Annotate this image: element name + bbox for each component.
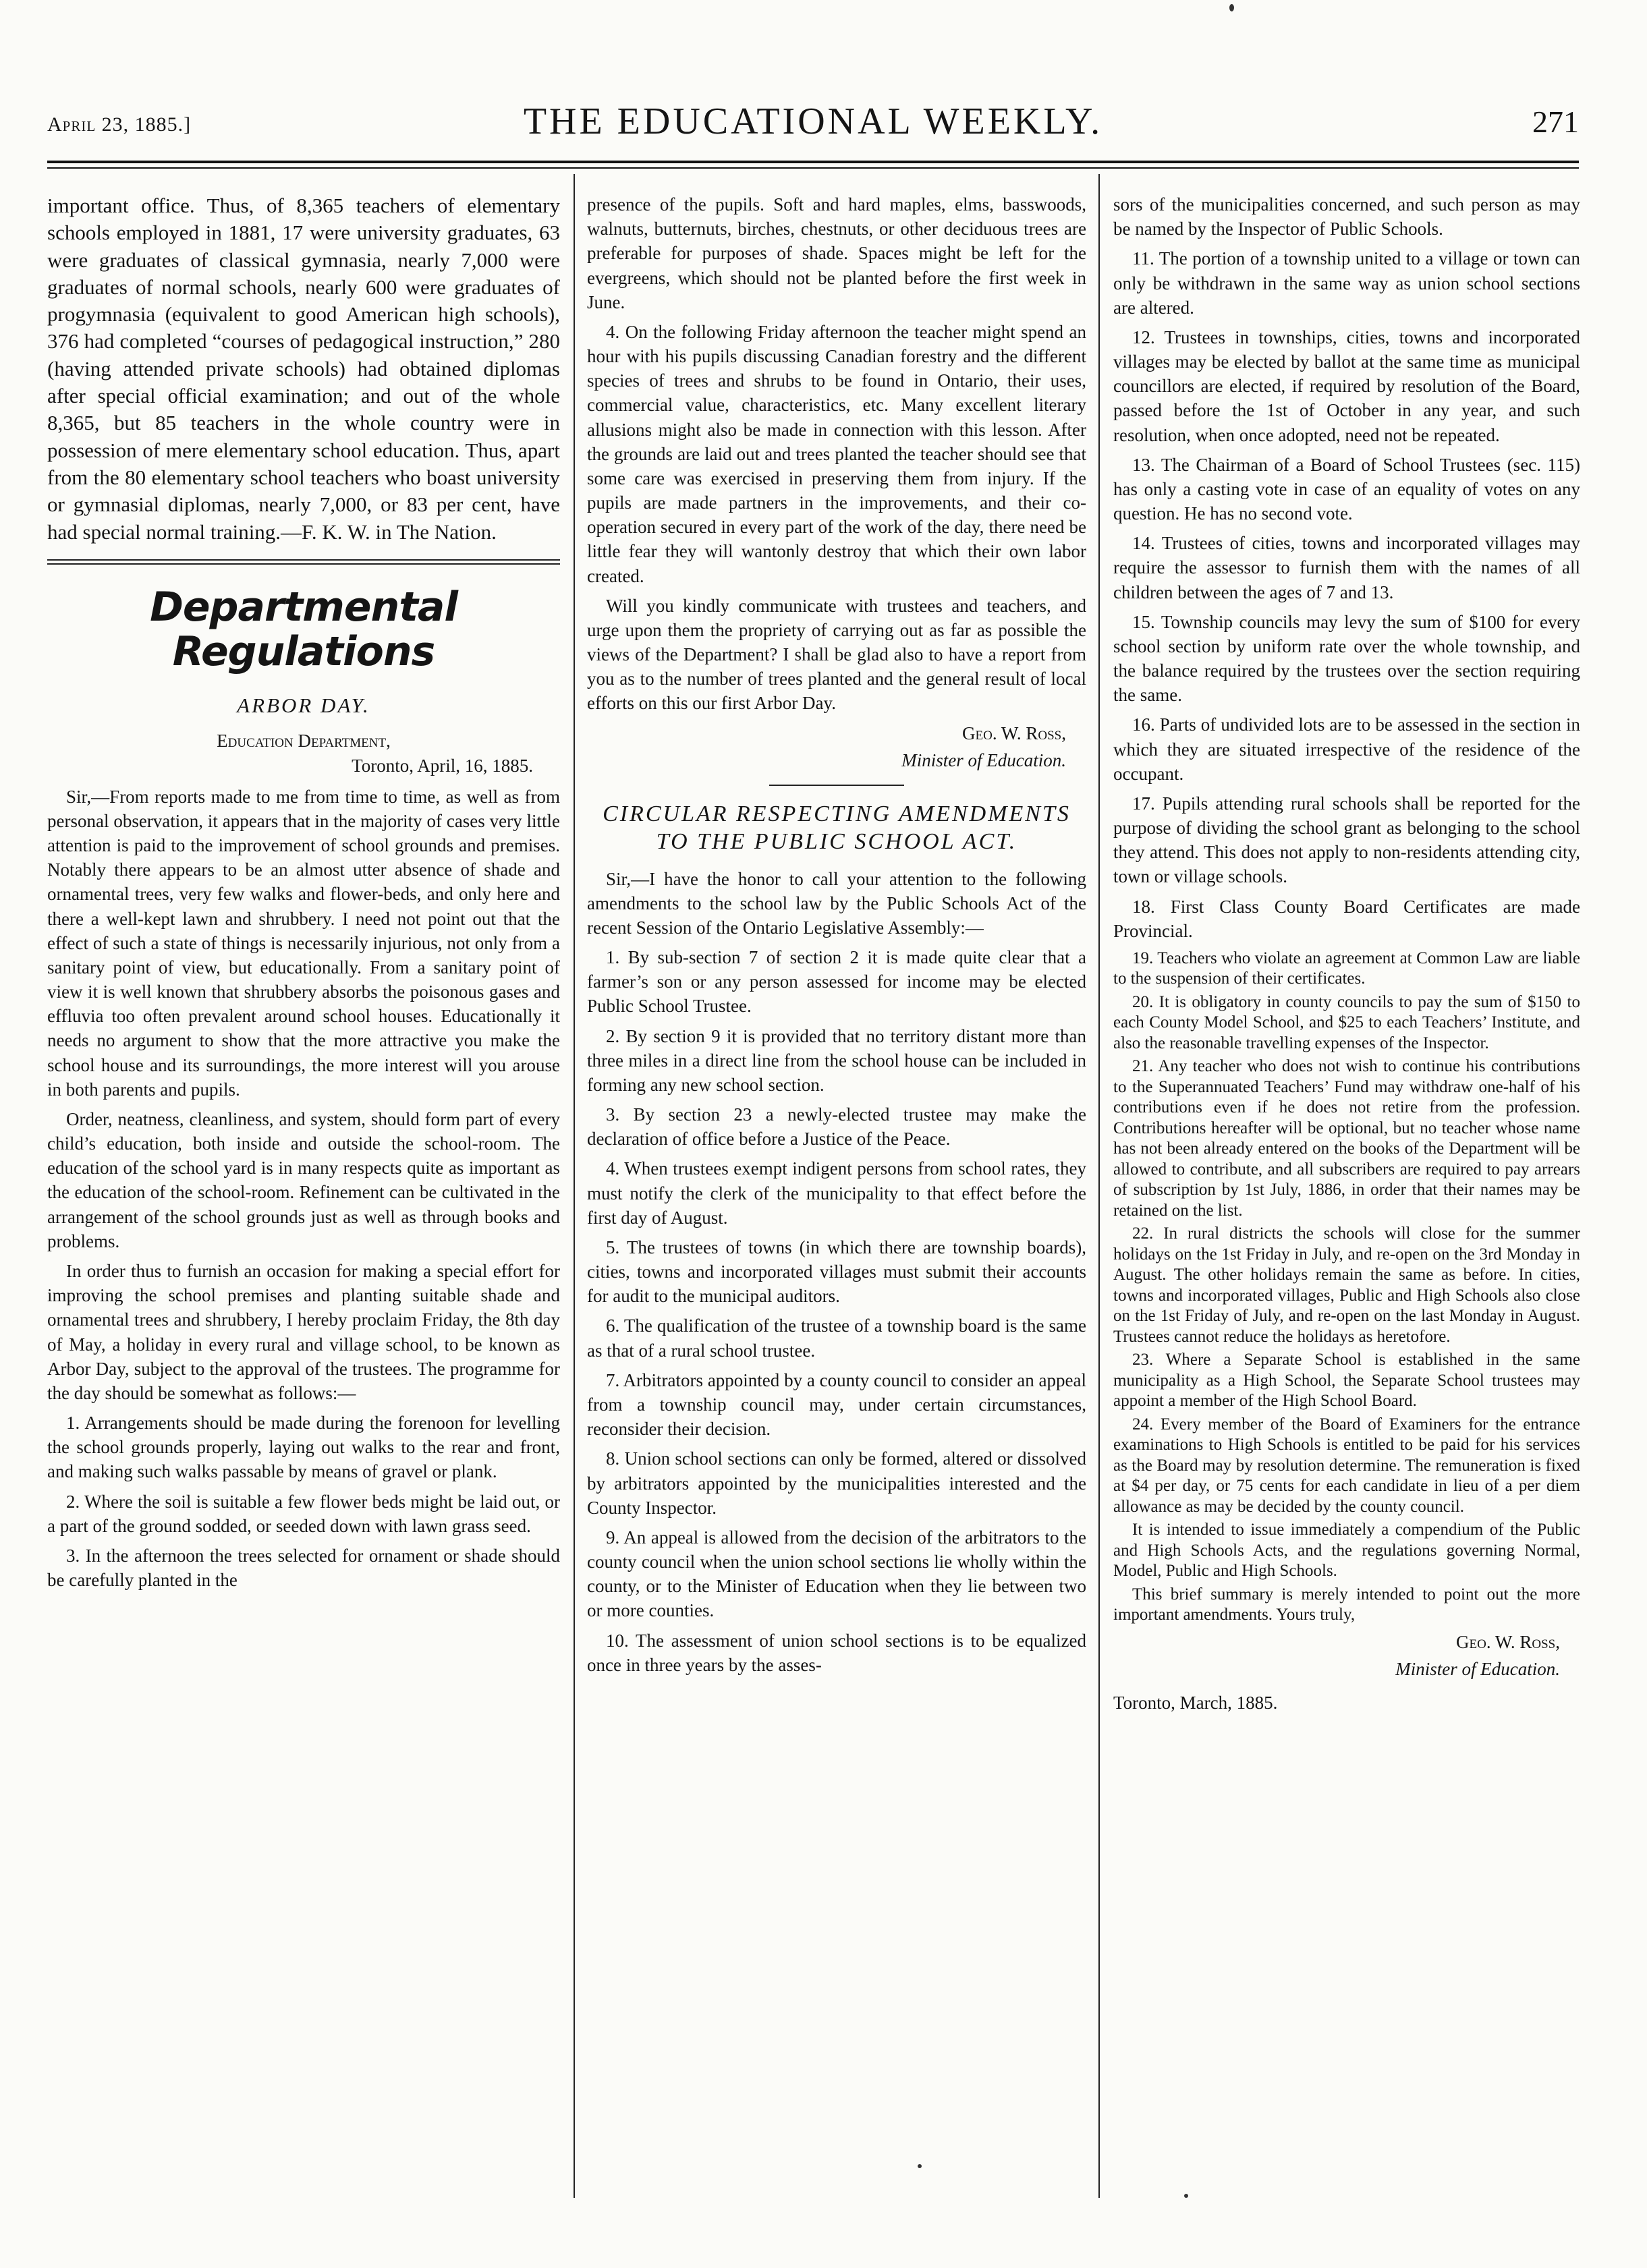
page-number: 271 [1532,105,1579,139]
paragraph: Will you kindly communicate with trustees and teachers, and urge upon them the propriety of carrying out as far as possible the views of the Department? I shall be glad also to have a report from you as to the number of trees planted and the general result of local efforts on this our first Arbor Day. [587,595,1086,714]
paragraph: 4. When trustees exempt indigent persons from school rates, they must notify the clerk of the municipality to that effect before the first day of August. [587,1158,1086,1228]
circular-heading: CIRCULAR RESPECTING AMENDMENTS TO THE PUBLIC SCHOOL ACT. [603,801,1071,854]
paragraph: 9. An appeal is allowed from the decision of the arbitrators to the county council when the union school sections lie wholly within the county, or to the Minister of Education when they lie between two or more counties. [587,1527,1086,1621]
place-date: Toronto, April, 16, 1885. [352,755,533,776]
place-date: Toronto, March, 1885. [1113,1693,1278,1713]
signature-name: Geo. W. Ross, [962,722,1066,743]
signature-title: Minister of Education. [901,749,1066,770]
paragraph: 15. Township councils may levy the sum of $100 for every school section by uniform rate over the whole township, and the balance required by the trustees over the section requiring the same. [1113,611,1580,706]
article-continuation: important office. Thus, of 8,365 teachers of elementary schools employed in 1881, 17 were university graduates, 63 were graduates of classical gymnasia, nearly 7,000 were graduates of normal schools, nearly 600 were graduates of progymnasia (equivalent to good American high schools), 376 had completed “courses of pedagogical instruction,” 280 (having attended private schools) had obtained diplomas after special official examination; and out of the whole 8,365, but 85 teachers in the whole country were in possession of mere elementary school education. Thus, apart from the 80 elementary school teachers who boast university or gymnasial diplomas, nearly 7,000, or 83 per cent, have had special normal training.—F. K. W. in The Nation. [47,194,560,544]
paragraph: 2. By section 9 it is provided that no territory distant more than three miles in a direct line from the school house can be included in forming any new school section. [587,1025,1086,1095]
paragraph: 19. Teachers who violate an agreement at Common Law are liable to the suspension of their certificates. [1113,948,1580,988]
paragraph: sors of the municipalities concerned, and such person as may be named by the Inspector of Public Schools. [1113,194,1580,239]
column-divider-1 [574,174,575,2198]
column-middle [587,192,1086,1682]
arbor-day-heading: ARBOR DAY. [237,693,370,717]
print-speck [918,2164,922,2168]
paragraph: 16. Parts of undivided lots are to be assessed in the section in which they are situated irrespective of the residence of the occupant. [1113,714,1580,784]
paragraph: 1. By sub-section 7 of section 2 it is made quite clear that a farmer’s son or any person assessed for income may be elected Public School Trustee. [587,947,1086,1017]
paragraph: 3. By section 23 a newly-elected trustee may make the declaration of office before a Justice of the Peace. [587,1104,1086,1150]
paragraph: 4. On the following Friday afternoon the teacher might spend an hour with his pupils discussing Canadian forestry and the different species of trees and shrubs to be found in Ontario, their uses, commercial value, characteristics, etc. Many excellent literary allusions might also be made in connection with this lesson. After the grounds are laid out and trees planted the teacher should see that some care was exercised in preserving them from injury. If the pupils are made partners in the improvements, and their co-operation secured in every part of the work of the day, there need be little fear they will wantonly destroy that which their own labor created. [587,321,1086,586]
paragraph: 6. The qualification of the trustee of a township board is the same as that of a rural school trustee. [587,1315,1086,1361]
column-right [1113,192,1580,1721]
paragraph: In order thus to furnish an occasion for making a special effort for improving the school premises and planting suitable shade and ornamental trees and shrubbery, I hereby proclaim Friday, the 8th day of May, a holiday in every rural and village school, to be known as Arbor Day, subject to the approval of the trustees. The programme for the day should be somewhat as follows:— [47,1261,560,1403]
paragraph: 23. Where a Separate School is established in the same municipality as a High School, the Separate School trustees may appoint a member of the High School Board. [1113,1351,1580,1411]
paragraph: Sir,—From reports made to me from time to time, as well as from personal observation, it appears that in the majority of cases very little attention is paid to the improvement of school grounds and premises. Notably there appears to be an almost utter absence of shade and ornamental trees, very few walks and flower-beds, and only here and there a well-kept lawn and shrubbery. I need not point out that the effect of such a state of things is necessarily injurious, not only from a sanitary point of view, but educationally. From a sanitary point of view it is well known that shrubbery absorbs the poisonous gases and effluvia too often prevalent around school houses. Educationally it needs no argument to show that the more attractive you make the school house and its surroundings, the more interest will you arouse in both parents and pupils. [47,786,560,1100]
paragraph: 14. Trustees of cities, towns and incorporated villages may require the assessor to furnish them with the names of all children between the ages of 7 and 13. [1113,533,1580,602]
divider-rule [769,785,904,786]
paragraph: 18. First Class County Board Certificates are made Provincial. [1113,896,1580,941]
column-divider-2 [1098,174,1100,2198]
paragraph: 21. Any teacher who does not wish to continue his contributions to the Superannuated Teachers’ Fund may withdraw one-half of his contributions even if he does not retire from the profession. Contributions hereafter will be optional, but no teacher whose name has not been already entered on the books of the Department will be allowed to contribute, and all subscribers are required to pay arrears of subscription by 1st July, 1886, in order that their names may be retained on the list. [1113,1057,1580,1220]
paragraph: 2. Where the soil is suitable a few flower beds might be laid out, or a part of the ground sodded, or seeded down with lawn grass seed. [47,1491,560,1536]
paragraph: 11. The portion of a township united to a village or town can only be withdrawn in the same way as union school sections are altered. [1113,248,1580,318]
section-heading: Departmental Regulations [150,583,457,675]
department-line: Education Department, [217,731,391,752]
header-rule-thick [47,161,1579,163]
paragraph: presence of the pupils. Soft and hard maples, elms, basswoods, walnuts, butternuts, birches, chestnuts, or other deciduous trees are preferable for purposes of shade. Spaces might be left for the evergreens, which should not be planted before the first week in June. [587,194,1086,312]
section-rule [47,559,560,561]
paragraph: 10. The assessment of union school sections is to be equalized once in three years by the asses- [587,1630,1086,1675]
header-rule-thin [47,167,1579,169]
paragraph: 7. Arbitrators appointed by a county council to consider an appeal from a township council may, under certain circumstances, reconsider their decision. [587,1369,1086,1440]
paragraph: 13. The Chairman of a Board of School Trustees (sec. 115) has only a casting vote in case of an equality of votes on any question. He has no second vote. [1113,454,1580,524]
paragraph: 17. Pupils attending rural schools shall be reported for the purpose of dividing the school grant as belonging to the school they attend. This does not apply to non-residents attending city, town or village schools. [1113,793,1580,887]
paragraph: 22. In rural districts the schools will close for the summer holidays on the 1st Friday in July, and re-open on the 3rd Monday in August. The other holidays remain the same as before. In cities, towns and incorporated villages, Public and High Schools also close on the 1st Friday of July, and re-open on the last Monday in August. Trustees cannot reduce the holidays as heretofore. [1113,1224,1580,1346]
paragraph: Sir,—I have the honor to call your attention to the following amendments to the school law by the Public Schools Act of the recent Session of the Ontario Legislative Assembly:— [587,868,1086,938]
paragraph: 8. Union school sections can only be formed, altered or dissolved by arbitrators appointed by the municipalities interested and the County Inspector. [587,1448,1086,1518]
paragraph: 1. Arrangements should be made during the forenoon for levelling the school grounds properly, laying out walks to the rear and front, and making such walks passable by means of gravel or plank. [47,1413,560,1482]
section-rule-thin [47,563,560,565]
paragraph: 12. Trustees in townships, cities, towns and incorporated villages may be elected by ballot at the same time as municipal councillors are elected, if required by resolution of the Board, passed before the 1st of October in any year, and such resolution, when once adopted, need not be repeated. [1113,327,1580,445]
paragraph: Order, neatness, cleanliness, and system, should form part of every child’s education, both inside and outside the school-room. The education of the school yard is in many respects quite as important as the education of the school-room. Refinement can be cultivated in the arrangement of the school grounds just as well as through books and problems. [47,1108,560,1251]
signature-title: Minister of Education. [1395,1659,1560,1680]
column-left [47,192,560,1597]
signature-name: Geo. W. Ross, [1456,1631,1560,1652]
paragraph: This brief summary is merely intended to point out the more important amendments. Yours truly, [1113,1585,1580,1624]
print-speck [1229,4,1234,11]
paragraph: 5. The trustees of towns (in which there are township boards), cities, towns and incorporated villages must submit their accounts for audit to the municipal auditors. [587,1237,1086,1307]
issue-date: April 23, 1885.] [47,113,192,136]
paragraph: It is intended to issue immediately a compendium of the Public and High Schools Acts, and the regulations governing Normal, Model, Public and High Schools. [1113,1521,1580,1581]
paragraph: 3. In the afternoon the trees selected for ornament or shade should be carefully planted in the [47,1545,560,1591]
paragraph: 20. It is obligatory in county councils to pay the sum of $150 to each County Model School, and $25 to each Teachers’ Institute, and also the reasonable travelling expenses of the Inspector. [1113,992,1580,1052]
print-speck [1184,2194,1188,2198]
page-header [47,94,1579,148]
paragraph: 24. Every member of the Board of Examiners for the entrance examinations to High Schools is entitled to be paid for his services as the Board may by resolution determine. The remuneration is fixed at $4 per day, or 75 cents for each candidate in lieu of a per diem allowance as may be decided by the county council. [1113,1415,1580,1516]
publication-title: THE EDUCATIONAL WEEKLY. [523,101,1103,142]
